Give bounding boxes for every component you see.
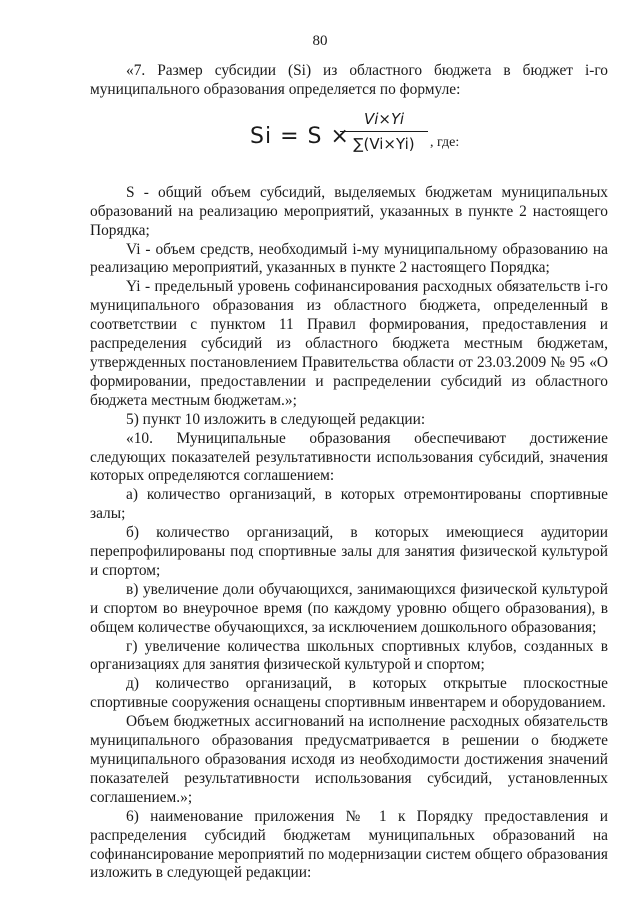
indicator-d: д) количество организаций, в которых открытые плоскостные спортивные сооружения оснащены спортивным инвентарем и оборудованием. <box>90 675 608 712</box>
indicator-v: в) увеличение доли обучающихся, занимающихся физической культурой и спортом во внеурочное время (по каждому уровню общего образования), в общем количестве обучающихся, за исключением дошкольного образования; <box>90 580 608 636</box>
definition-s: S - общий объем субсидий, выделяемых бюджетам муниципальных образований на реализацию мероприятий, указанных в пункте 2 настоящего Порядка; <box>90 183 608 239</box>
formula-tail: , где: <box>430 134 460 150</box>
formula-lhs: Si = S × <box>250 123 350 149</box>
page-number: 80 <box>312 33 328 49</box>
document-body <box>90 62 608 883</box>
definition-vi: Vi - объем средств, необходимый i-му муниципальному образованию на реализацию мероприятий, указанных в пункте 2 настоящего Порядка; <box>90 240 608 277</box>
indicator-a: а) количество организаций, в которых отремонтированы спортивные залы; <box>90 486 608 523</box>
paragraph-7-intro: «7. Размер субсидии (Si) из областного бюджета в бюджет i-го муниципального образования определяется по формуле: <box>90 62 608 98</box>
subsidy-formula <box>90 104 608 170</box>
indicator-b: б) количество организаций, в которых имеющиеся аудитории перепрофилированы под спортивные залы для занятия физической культурой и спортом; <box>90 524 608 579</box>
item-5-heading: 5) пункт 10 изложить в следующей редакции: <box>126 410 426 428</box>
formula-fraction <box>340 110 428 154</box>
formula-denominator: ∑(Vi×Yi) <box>353 134 415 153</box>
budget-paragraph: Объем бюджетных ассигнований на исполнение расходных обязательств муниципального образования предусматривается в решении о бюджете муниципального образования исходя из необходимости достижения значений показателей результативности использования субсидий, установленных соглашением.»; <box>90 713 608 806</box>
formula-numerator: Vi×Yi <box>363 109 405 128</box>
paragraph-10-intro: «10. Муниципальные образования обеспечивают достижение следующих показателей результативности использования субсидий, значения которых определяются соглашением: <box>90 429 608 485</box>
item-6: 6) наименование приложения № 1 к Порядку предоставления и распределения субсидий бюджетам муниципальных образований на софинансирование мероприятий по модернизации систем общего образования изложить в следующей редакции: <box>90 807 608 882</box>
indicator-g: г) увеличение количества школьных спортивных клубов, созданных в организациях для занятия физической культурой и спортом; <box>90 637 608 674</box>
definition-yi: Yi - предельный уровень софинансирования расходных обязательств i-го муниципального образования из областного бюджета, определенный в соответствии с пунктом 11 Правил формирования, предоставления и распределения субсидий из областного бюджета местным бюджетам, утвержденных постановлением Правительства области от 23.03.2009 № 95 «О формировании, предоставлении и распределении субсидий из областного бюджета местным бюджетам.»; <box>90 278 608 409</box>
